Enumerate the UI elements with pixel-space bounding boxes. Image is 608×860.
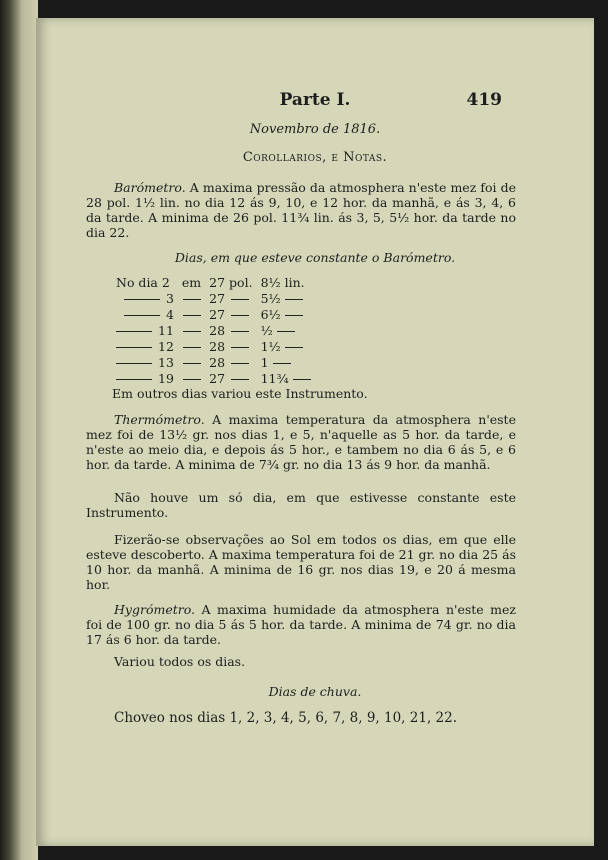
ditto-dash xyxy=(183,331,201,332)
table-row xyxy=(112,290,315,306)
ditto-dash xyxy=(231,347,249,348)
ditto-dash xyxy=(285,299,303,300)
choveo-paragraph: Choveo nos dias 1, 2, 3, 4, 5, 6, 7, 8, 9, 10, 21, 22. xyxy=(114,710,457,726)
cell-dia xyxy=(112,370,178,386)
variou-text: Variou todos os dias. xyxy=(114,654,246,669)
cell-pol xyxy=(205,338,256,354)
ditto-dash xyxy=(183,315,201,316)
cell-pol-value: 28 xyxy=(209,338,226,354)
section-heading: Corollarios, e Notas. xyxy=(242,150,388,165)
thermometro-paragraph xyxy=(86,412,516,472)
cell-pol-value: 28 xyxy=(209,322,226,338)
table-row xyxy=(112,338,315,354)
cell-sep xyxy=(178,306,205,322)
table-row xyxy=(112,306,315,322)
ditto-dash xyxy=(183,379,201,380)
cell-dia-value: No dia 2 xyxy=(116,274,170,290)
table-row xyxy=(112,322,315,338)
cell-dia xyxy=(112,322,178,338)
chuva-title: Dias de chuva. xyxy=(268,684,362,699)
cell-pol-value: 27 xyxy=(209,290,226,306)
cell-pol-value: 27 xyxy=(209,370,226,386)
ditto-dash xyxy=(183,347,201,348)
cell-lin-value: 1½ xyxy=(260,338,281,354)
barometro-text: A maxima pressão da atmosphera n'este mez foi de 28 pol. 1½ lin. no dia 12 ás 9, 10, e 12 hor. da manhã, e ás 3, 4, 6 da tarde. A minima de 26 pol. 11¾ lin. ás 3, 5, 5½ hor. da tarde no dia 22. xyxy=(86,180,516,240)
cell-lin-value: 5½ xyxy=(260,290,281,306)
book-spine xyxy=(0,0,38,860)
ditto-dash xyxy=(183,363,201,364)
hygrometro-text: A maxima humidade da atmosphera n'este mez foi de 100 gr. no dia 5 ás 5 hor. da tarde. A minima de 74 gr. no dia 17 ás 6 hor. da tarde. xyxy=(86,602,516,647)
cell-dia-value: 4 xyxy=(165,306,174,322)
ditto-dash xyxy=(231,379,249,380)
ditto-dash xyxy=(116,363,152,364)
cell-lin-value: 8½ lin. xyxy=(260,274,305,290)
ditto-dash xyxy=(293,379,311,380)
cell-sep xyxy=(178,290,205,306)
cell-lin xyxy=(257,274,315,290)
cell-pol-value: 28 xyxy=(209,354,226,370)
cell-sep xyxy=(178,338,205,354)
barometer-constant-table xyxy=(112,274,315,386)
ditto-dash xyxy=(124,315,160,316)
table-row xyxy=(112,354,315,370)
cell-lin-value: 1 xyxy=(260,354,269,370)
cell-lin-value: 11¾ xyxy=(260,370,289,386)
ditto-dash xyxy=(231,331,249,332)
ditto-dash xyxy=(231,315,249,316)
cell-pol xyxy=(205,322,256,338)
cell-pol xyxy=(205,354,256,370)
cell-sep xyxy=(178,322,205,338)
ditto-dash xyxy=(116,347,152,348)
cell-dia xyxy=(112,274,178,290)
cell-lin xyxy=(257,354,315,370)
ditto-dash xyxy=(277,331,295,332)
cell-lin xyxy=(257,306,315,322)
table-row xyxy=(112,274,315,290)
cell-sep xyxy=(178,370,205,386)
nao-houve-paragraph: Não houve um só dia, em que estivesse constante este Instrumento. xyxy=(86,490,516,520)
cell-lin-value: ½ xyxy=(260,322,273,338)
cell-sep-value: em xyxy=(181,274,202,290)
ditto-dash xyxy=(124,299,160,300)
cell-lin-value: 6½ xyxy=(260,306,281,322)
thermometro-text: A maxima temperatura da atmosphera n'este mez foi de 13½ gr. nos dias 1, e 5, n'aquelle as 5 hor. da tarde, e n'este ao meio dia, e depois ás 5 hor., e tambem no dia 6 ás 5, e 6 hor. da tarde. A minima de 7¾ gr. no dia 13 ás 9 hor. da manhã. xyxy=(86,412,516,472)
cell-pol xyxy=(205,306,256,322)
table-row xyxy=(112,370,315,386)
cell-lin xyxy=(257,370,315,386)
cell-lin xyxy=(257,322,315,338)
cell-dia-value: 13 xyxy=(158,354,174,370)
cell-sep xyxy=(178,354,205,370)
barometro-paragraph xyxy=(86,180,516,240)
cell-dia xyxy=(112,354,178,370)
page-number: 419 xyxy=(466,90,502,110)
cell-pol-value: 27 pol. xyxy=(209,274,253,290)
thermometro-label: Thermómetro. xyxy=(114,412,205,427)
month-subtitle: Novembro de 1816. xyxy=(249,122,381,137)
cell-dia-value: 11 xyxy=(158,322,174,338)
cell-pol xyxy=(205,290,256,306)
dias-constante-title: Dias, em que esteve constante o Barómetro. xyxy=(174,250,456,265)
page-header-title: Parte I. xyxy=(279,90,351,110)
cell-pol-value: 27 xyxy=(209,306,226,322)
cell-dia xyxy=(112,338,178,354)
ditto-dash xyxy=(273,363,291,364)
ditto-dash xyxy=(183,299,201,300)
ditto-dash xyxy=(116,379,152,380)
cell-dia xyxy=(112,290,178,306)
cell-dia-value: 3 xyxy=(165,290,174,306)
hygrometro-paragraph xyxy=(86,602,516,647)
book-page xyxy=(36,18,594,846)
sol-paragraph: Fizerão-se observações ao Sol em todos os dias, em que elle esteve descoberto. A maxima temperatura foi de 21 gr. no dia 25 ás 10 hor. da manhã. A minima de 16 gr. nos dias 19, e 20 á mesma hor. xyxy=(86,532,516,592)
cell-lin xyxy=(257,338,315,354)
cell-dia xyxy=(112,306,178,322)
cell-sep xyxy=(178,274,205,290)
cell-dia-value: 19 xyxy=(158,370,174,386)
ditto-dash xyxy=(285,347,303,348)
barometro-label: Barómetro. xyxy=(114,180,186,195)
cell-pol xyxy=(205,370,256,386)
cell-lin xyxy=(257,290,315,306)
cell-pol xyxy=(205,274,256,290)
ditto-dash xyxy=(116,331,152,332)
ditto-dash xyxy=(231,299,249,300)
hygrometro-label: Hygrómetro. xyxy=(114,602,195,617)
ditto-dash xyxy=(285,315,303,316)
cell-dia-value: 12 xyxy=(158,338,174,354)
outros-dias-text: Em outros dias variou este Instrumento. xyxy=(112,386,368,401)
ditto-dash xyxy=(231,363,249,364)
